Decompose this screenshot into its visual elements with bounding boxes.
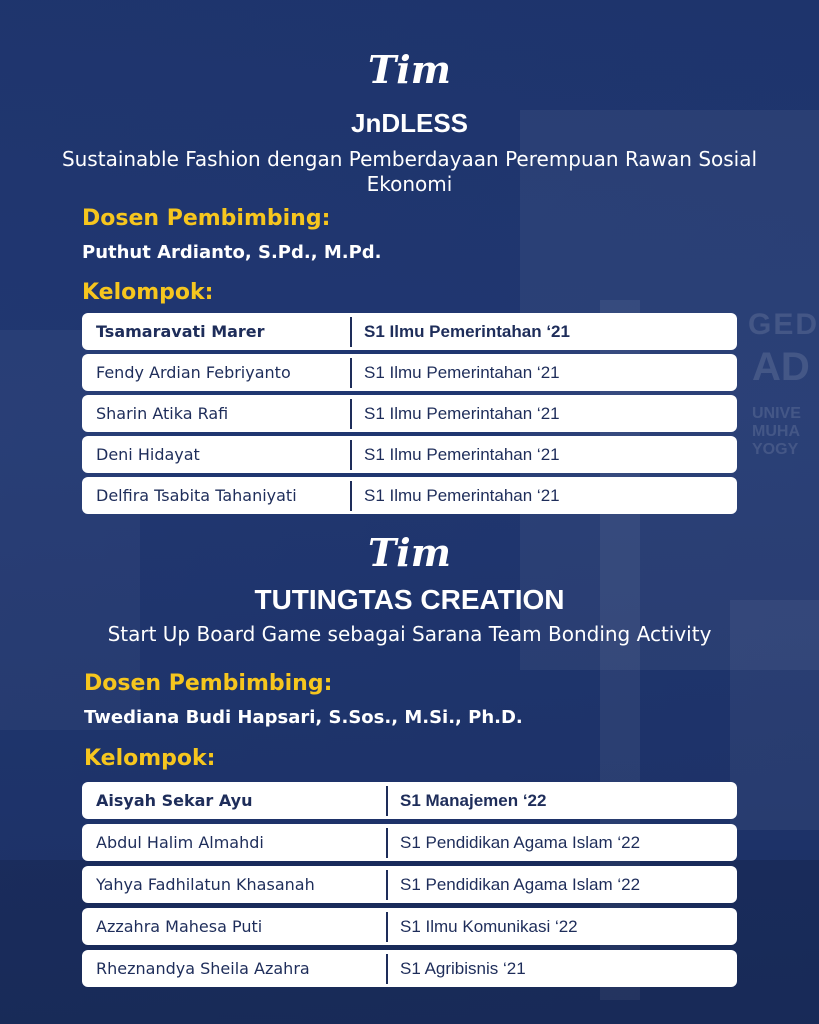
table-row [82,908,737,945]
team-description: Sustainable Fashion dengan Pemberdayaan Perempuan Rawan Sosial Ekonomi [61,147,758,196]
background-sign-text: AD [752,345,810,389]
member-program: S1 Pendidikan Agama Islam ‘22 [400,874,641,894]
table-row [82,782,737,819]
team-description: Start Up Board Game sebagai Sarana Team Bonding Activity [107,622,712,646]
background-sign-text: UNIVE MUHA YOGY [752,405,801,458]
table-row [82,950,737,987]
supervisor-name: Puthut Ardianto, S.Pd., M.Pd. [82,242,382,263]
table-row [82,866,737,903]
member-program: S1 Manajemen ‘22 [400,790,547,810]
member-name: Abdul Halim Almahdi [96,833,264,852]
member-program: S1 Ilmu Pemerintahan ‘21 [364,444,560,464]
member-program: S1 Ilmu Pemerintahan ‘21 [364,362,560,382]
supervisor-name: Twediana Budi Hapsari, S.Sos., M.Si., Ph.D. [84,707,523,728]
member-name: Delfira Tsabita Tahaniyati [96,486,297,505]
table-row [82,477,737,514]
background-sign-text: GED [748,308,819,341]
member-program: S1 Ilmu Pemerintahan ‘21 [364,321,570,341]
table-row [82,436,737,473]
table-row [82,395,737,432]
member-program: S1 Ilmu Pemerintahan ‘21 [364,403,560,423]
team-name: JnDLESS [350,108,469,138]
supervisor-heading: Dosen Pembimbing: [84,671,333,696]
member-name: Aisyah Sekar Ayu [96,791,253,810]
supervisor-heading: Dosen Pembimbing: [82,206,331,231]
tim-label: Tim [368,530,451,575]
group-heading: Kelompok: [82,280,214,305]
member-name: Sharin Atika Rafi [96,404,229,423]
tim-label: Tim [368,47,451,92]
member-name: Azzahra Mahesa Puti [96,917,263,936]
member-name: Deni Hidayat [96,445,200,464]
member-name: Fendy Ardian Febriyanto [96,363,291,382]
member-program: S1 Agribisnis ‘21 [400,958,526,978]
member-program: S1 Ilmu Komunikasi ‘22 [400,916,578,936]
table-row [82,354,737,391]
member-name: Tsamaravati Marer [96,322,265,341]
member-program: S1 Ilmu Pemerintahan ‘21 [364,485,560,505]
table-row [82,313,737,350]
member-name: Yahya Fadhilatun Khasanah [96,875,315,894]
table-row [82,824,737,861]
member-program: S1 Pendidikan Agama Islam ‘22 [400,832,641,852]
member-name: Rheznandya Sheila Azahra [96,959,310,978]
team-name: TUTINGTAS CREATION [254,584,565,615]
group-heading: Kelompok: [84,746,216,771]
